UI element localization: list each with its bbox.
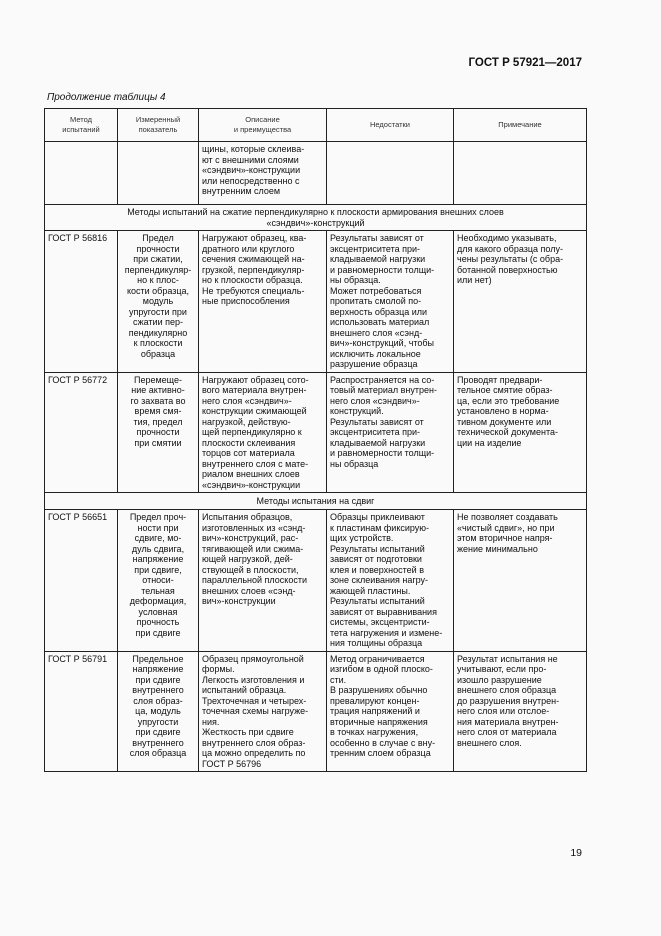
table-row-continuation xyxy=(45,142,587,205)
section-heading-compression: Методы испытаний на сжатие перпендикулярно к плоскости армирования внешних слоев «сэндвич»-конструкций xyxy=(45,205,587,231)
cell-measure: Перемеще- ние активно- го захвата во время смя- тия, предел прочности при смятии xyxy=(118,372,199,493)
cell-method xyxy=(45,142,118,205)
page-number: 19 xyxy=(570,847,582,859)
header-drawbacks: Недостатки xyxy=(327,109,454,142)
cell-measure xyxy=(118,142,199,205)
header-method: Метод испытаний xyxy=(45,109,118,142)
cell-drawbacks xyxy=(327,142,454,205)
header-note: Примечание xyxy=(454,109,587,142)
cell-method: ГОСТ Р 56791 xyxy=(45,651,118,772)
cell-note: Проводят предвари- тельное смятие образ- ца, если это требование установлено в норма- тивном документе или технической документа- ции на изделие xyxy=(454,372,587,493)
cell-description: Нагружают образец сото- вого материала внутрен- него слоя «сэндвич»- конструкции сжимающей нагрузкой, действую- щей перпендикулярно к плоскости склеивания торцов сот материала внутреннего слоя с мате- риалом внешних слоев «сэндвич»-конструкции xyxy=(199,372,327,493)
table-row xyxy=(45,651,587,772)
cell-method: ГОСТ Р 56772 xyxy=(45,372,118,493)
section-heading-shear: Методы испытания на сдвиг xyxy=(45,493,587,510)
table-row xyxy=(45,231,587,373)
cell-note: Не позволяет создавать «чистый сдвиг», но при этом вторичное напря- жение минимально xyxy=(454,510,587,652)
cell-description: Образец прямоугольной формы. Легкость изготовления и испытаний образца. Трехточечная и четырех- точечная схемы нагруже- ния. Жесткость при сдвиге внутреннего слоя образ- ца можно определить по ГОСТ Р 56796 xyxy=(199,651,327,772)
cell-description: Нагружают образец, ква- дратного или круглого сечения сжимающей на- грузкой, перпендикуляр- но к плоскости образца. Не требуются специаль- ные приспособления xyxy=(199,231,327,373)
header-description: Описание и преимущества xyxy=(199,109,327,142)
cell-measure: Предел прочности при сжатии, перпендикуляр- но к плос- кости образца, модуль упругости при сжатии пер- пендикулярно к плоскости образца xyxy=(118,231,199,373)
cell-measure: Предел проч- ности при сдвиге, мо- дуль сдвига, напряжение при сдвиге, относи- тельная деформация, условная прочность при сдвиге xyxy=(118,510,199,652)
cell-method: ГОСТ Р 56816 xyxy=(45,231,118,373)
document-header: ГОСТ Р 57921—2017 xyxy=(468,57,582,69)
cell-drawbacks: Образцы приклеивают к пластинам фиксирую- щих устройств. Результаты испытаний зависят от подготовки клея и поверхностей в зоне склеивания нагру- жающей пластины. Результаты испытаний зависят от выравнивания системы, эксцентристи- тета нагружения и измене- ния толщины образца xyxy=(327,510,454,652)
cell-drawbacks: Результаты зависят от эксцентриситета при- кладываемой нагрузки и равномерности толщи- ны образца. Может потребоваться пропитать смолой по- верхность образца или использовать материал внешнего слоя «сэнд- вич»-конструкций, чтобы исключить локальное разрушение образца xyxy=(327,231,454,373)
cell-drawbacks: Метод ограничивается изгибом в одной плоско- сти. В разрушениях обычно превалируют концен- трация напряжений и вторичные напряжения в точках нагружения, особенно в случае с вну- тренним слоем образца xyxy=(327,651,454,772)
table-row xyxy=(45,510,587,652)
cell-note: Результат испытания не учитывают, если про- изошло разрушение внешнего слоя образца до разрушения внутрен- него слоя или отслое- ния материала внутрен- него слоя от материала внешнего слоя. xyxy=(454,651,587,772)
section-heading-row xyxy=(45,493,587,510)
cell-method: ГОСТ Р 56651 xyxy=(45,510,118,652)
cell-note: Необходимо указывать, для какого образца полу- чены результаты (с обра- ботанной поверхностью или нет) xyxy=(454,231,587,373)
table-row xyxy=(45,372,587,493)
section-heading-row xyxy=(45,205,587,231)
header-measure: Измеренный показатель xyxy=(118,109,199,142)
cell-note xyxy=(454,142,587,205)
cell-description: Испытания образцов, изготовленных из «сэнд- вич»-конструкций, рас- тягивающей или сжима- ющей нагрузкой, дей- ствующей в плоскости, параллельной плоскости внешних слоев «сэнд- вич»-конструкции xyxy=(199,510,327,652)
table-header-row xyxy=(45,109,587,142)
methods-table xyxy=(44,108,587,772)
cell-measure: Предельное напряжение при сдвиге внутреннего слоя образ- ца, модуль упругости при сдвиге внутреннего слоя образца xyxy=(118,651,199,772)
cell-description: щины, которые склеива- ют с внешними слоями «сэндвич»-конструкции или непосредственно с внутренним слоем xyxy=(199,142,327,205)
cell-drawbacks: Распространяется на со- товый материал внутрен- него слоя «сэндвич»- конструкций. Результаты зависят от эксцентриситета при- кладываемой нагрузки и равномерности толщи- ны образца xyxy=(327,372,454,493)
table-caption: Продолжение таблицы 4 xyxy=(47,92,166,103)
